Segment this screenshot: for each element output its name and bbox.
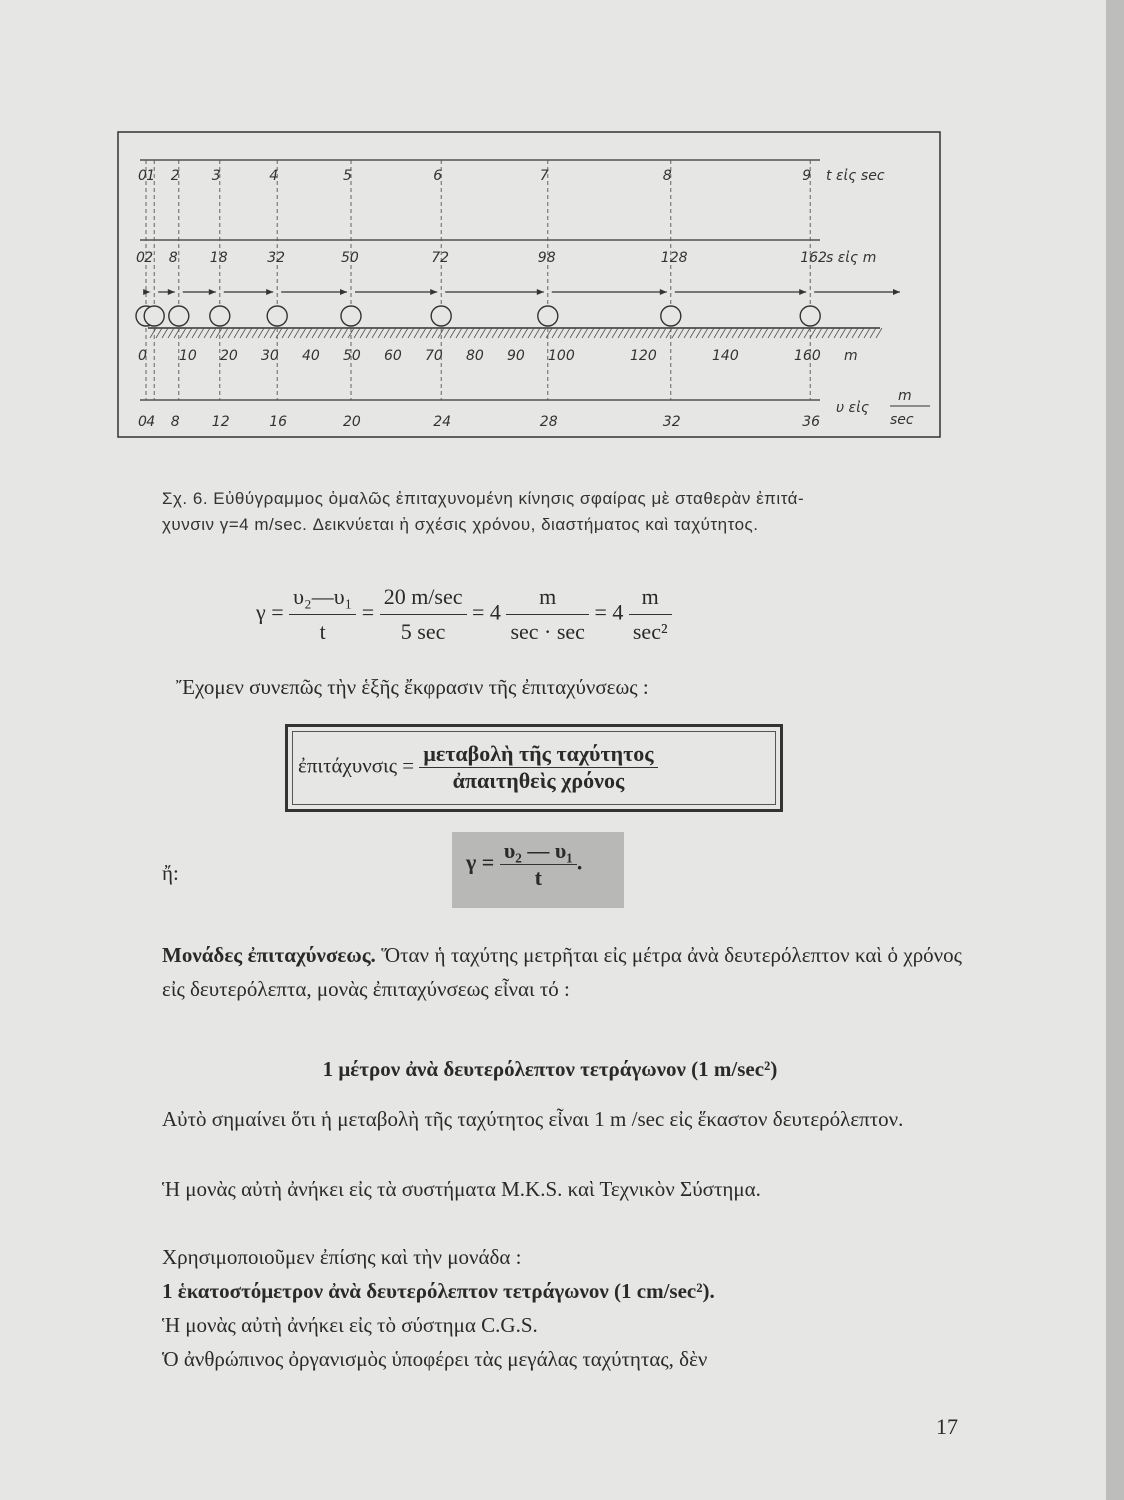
scale-tick-label: 70	[425, 348, 443, 364]
velocity-arrow-head	[340, 289, 347, 295]
scale-unit: m	[844, 348, 858, 364]
ground-hatch	[738, 328, 744, 338]
ground-hatch	[624, 328, 630, 338]
ground-hatch	[258, 328, 264, 338]
time-tick-label: 0	[138, 168, 147, 184]
paragraph-3: Ἡ μονὰς αὐτὴ ἀνήκει εἰς τὰ συστήματα M.K.S. καὶ Τεχνικὸν Σύστημα.	[162, 1177, 761, 1201]
ground-hatch	[720, 328, 726, 338]
figure-caption	[162, 486, 962, 538]
eq-equals-4b: = 4	[594, 599, 624, 625]
scale-tick-label: 100	[548, 348, 575, 364]
eq-frac-3-num: m	[506, 580, 589, 615]
ground-hatch	[534, 328, 540, 338]
speed-unit-prefix: υ εἰς	[836, 400, 870, 416]
paragraph-6: Ὁ ἀνθρώπινος ὀργανισμὸς ὑποφέρει τὰς μεγάλας ταχύτητας, δὲν	[162, 1347, 708, 1371]
eq-equals: =	[361, 599, 375, 625]
ground-hatch	[642, 328, 648, 338]
scale-tick-label: 90	[507, 348, 525, 364]
ground-hatch	[774, 328, 780, 338]
ground-hatch	[402, 328, 408, 338]
speed-tick-label: 28	[539, 414, 558, 430]
ground-hatch	[876, 328, 882, 338]
ground-hatch	[234, 328, 240, 338]
ground-hatch	[264, 328, 270, 338]
ground-hatch	[288, 328, 294, 338]
ground-hatch	[420, 328, 426, 338]
definition-lhs: ἐπιτάχυνσις =	[298, 753, 415, 778]
page-number: 17	[936, 1414, 958, 1439]
ground-hatch	[546, 328, 552, 338]
distance-tick-label: 72	[431, 250, 450, 266]
ball	[144, 306, 164, 326]
time-tick-label: 7	[539, 168, 549, 184]
ground-hatch	[210, 328, 216, 338]
ground-hatch	[216, 328, 222, 338]
ground-hatch	[696, 328, 702, 338]
ground-hatch	[474, 328, 480, 338]
ground-hatch	[648, 328, 654, 338]
ground-hatch	[618, 328, 624, 338]
formula-lhs: γ =	[466, 849, 495, 875]
or-label: ἤ:	[162, 861, 179, 885]
scale-tick-label: 0	[138, 348, 147, 364]
ground-hatch	[780, 328, 786, 338]
time-tick-label: 1	[146, 168, 156, 184]
ground-hatch	[432, 328, 438, 338]
distance-tick-label: 8	[168, 250, 178, 266]
ground-hatch	[228, 328, 234, 338]
formula-box	[452, 832, 624, 908]
caption-line-1: Σχ. 6. Εὐθύγραμμος ὁμαλῶς ἐπιταχυνομένη κίνησις σφαίρας μὲ σταθερὰν ἐπιτά-	[162, 489, 805, 508]
ground-hatch	[858, 328, 864, 338]
ground-hatch	[564, 328, 570, 338]
ground-hatch	[462, 328, 468, 338]
formula-dot: .	[576, 849, 583, 875]
paragraph-2: Αὐτὸ σημαίνει ὅτι ἡ μεταβολὴ τῆς ταχύτητος εἶναι 1 m /sec εἰς ἕκαστον δευτερόλεπτον.	[162, 1107, 904, 1131]
ground-hatch	[552, 328, 558, 338]
speed-tick-label: 20	[343, 414, 361, 430]
eq-frac-1-den: t	[319, 619, 326, 644]
ground-hatch	[360, 328, 366, 338]
ground-hatch	[690, 328, 696, 338]
speed-tick-label: 36	[802, 414, 821, 430]
distance-tick-label: 50	[341, 250, 359, 266]
time-unit: t εἰς sec	[826, 168, 885, 184]
ground-hatch	[684, 328, 690, 338]
ball	[431, 306, 451, 326]
ground-hatch	[180, 328, 186, 338]
velocity-arrow-head	[660, 289, 667, 295]
unit-m-sec2: 1 μέτρον ἀνὰ δευτερόλεπτον τετράγωνον (1 m/sec²)	[322, 1057, 778, 1081]
ground-hatch	[810, 328, 816, 338]
distance-tick-label: 32	[267, 250, 286, 266]
ground-hatch	[192, 328, 198, 338]
scale-tick-label: 10	[179, 348, 197, 364]
ground-hatch	[822, 328, 828, 338]
ground-hatch	[516, 328, 522, 338]
definition-frac	[419, 741, 657, 794]
ground-hatch	[582, 328, 588, 338]
ground-hatch	[762, 328, 768, 338]
ball	[800, 306, 820, 326]
velocity-arrow-head	[893, 289, 900, 295]
ground-hatch	[282, 328, 288, 338]
ground-hatch	[384, 328, 390, 338]
ground-hatch	[396, 328, 402, 338]
ground-hatch	[312, 328, 318, 338]
ball	[169, 306, 189, 326]
scale-tick-label: 160	[794, 348, 821, 364]
ground-hatch	[504, 328, 510, 338]
ground-hatch	[294, 328, 300, 338]
ground-hatch	[522, 328, 528, 338]
ground-hatch	[318, 328, 324, 338]
eq-frac-2-den: 5 sec	[400, 619, 446, 644]
speed-unit-num: m	[898, 388, 912, 404]
ground-hatch	[654, 328, 660, 338]
speed-tick-label: 32	[662, 414, 681, 430]
ground-hatch	[852, 328, 858, 338]
ground-hatch	[354, 328, 360, 338]
speed-tick-label: 16	[269, 414, 288, 430]
ground-hatch	[150, 328, 156, 338]
eq-gamma: γ =	[256, 599, 284, 625]
acceleration-equation	[256, 580, 976, 649]
units-p1: Ὅταν ἡ ταχύτης μετρῆται εἰς μέτρα ἀνὰ δευτερόλεπτον καὶ ὁ χρόνος εἰς δευτερόλεπτα, μονὰς ἐπιταχύνσεως εἶναι τό :	[162, 943, 962, 1001]
eq-frac-4-den: sec²	[632, 619, 668, 644]
ground-hatch	[306, 328, 312, 338]
ground-hatch	[336, 328, 342, 338]
velocity-arrow-head	[209, 289, 216, 295]
units-paragraph	[162, 938, 962, 1006]
eq-frac-4-num: m	[629, 580, 672, 615]
speed-tick-label: 12	[211, 414, 230, 430]
definition	[298, 741, 658, 794]
ground-hatch	[492, 328, 498, 338]
eq-frac-2-num: 20 m/sec	[380, 580, 467, 615]
scale-tick-label: 40	[302, 348, 320, 364]
speed-unit-den: sec	[890, 412, 914, 428]
ball	[341, 306, 361, 326]
ground-hatch	[498, 328, 504, 338]
formula-num: υ₂ — υ₁	[500, 838, 577, 865]
ground-hatch	[588, 328, 594, 338]
eq-frac-3-den: sec · sec	[510, 619, 585, 644]
ground-hatch	[156, 328, 162, 338]
velocity-arrow-head	[266, 289, 273, 295]
scale-tick-label: 120	[630, 348, 657, 364]
distance-tick-label: 98	[537, 250, 556, 266]
definition-den: ἀπαιτηθεὶς χρόνος	[452, 768, 625, 793]
ground-hatch	[372, 328, 378, 338]
ground-hatch	[702, 328, 708, 338]
paragraph-4: Χρησιμοποιοῦμεν ἐπίσης καὶ τὴν μονάδα :	[162, 1245, 522, 1269]
ground-hatch	[600, 328, 606, 338]
scale-tick-label: 80	[466, 348, 484, 364]
scale-tick-label: 50	[343, 348, 361, 364]
ground-hatch	[804, 328, 810, 338]
ground-hatch	[378, 328, 384, 338]
ground-hatch	[246, 328, 252, 338]
ground-hatch	[792, 328, 798, 338]
ground-hatch	[660, 328, 666, 338]
velocity-arrow-head	[799, 289, 806, 295]
eq-equals-4a: = 4	[472, 599, 501, 625]
motion-diagram	[0, 0, 1124, 470]
scale-tick-label: 30	[261, 348, 279, 364]
time-tick-label: 8	[662, 168, 672, 184]
ground-hatch	[162, 328, 168, 338]
ground-hatch	[726, 328, 732, 338]
ground-hatch	[708, 328, 714, 338]
distance-tick-label: 162	[800, 250, 827, 266]
time-tick-label: 4	[269, 168, 279, 184]
formula-frac	[500, 838, 577, 891]
ground-hatch	[486, 328, 492, 338]
ground-hatch	[846, 328, 852, 338]
eq-frac-4	[629, 580, 672, 649]
ball	[210, 306, 230, 326]
velocity-arrow-head	[143, 289, 150, 295]
units-heading: Μονάδες ἐπιταχύνσεως.	[162, 943, 376, 967]
ground-hatch	[756, 328, 762, 338]
ground-hatch	[714, 328, 720, 338]
ground-hatch	[252, 328, 258, 338]
velocity-arrow-head	[537, 289, 544, 295]
distance-tick-label: 0	[136, 250, 145, 266]
unit-cm-sec2: 1 ἑκατοστόμετρον ἀνὰ δευτερόλεπτον τετράγωνον (1 cm/sec²).	[162, 1279, 715, 1303]
distance-tick-label: 18	[209, 250, 228, 266]
ground-hatch	[366, 328, 372, 338]
ground-hatch	[240, 328, 246, 338]
ground-hatch	[612, 328, 618, 338]
ground-hatch	[300, 328, 306, 338]
definition-box	[285, 724, 783, 812]
speed-tick-label: 4	[146, 414, 156, 430]
ground-hatch	[510, 328, 516, 338]
ground-hatch	[576, 328, 582, 338]
ground-hatch	[672, 328, 678, 338]
speed-tick-label: 24	[433, 414, 452, 430]
ground-hatch	[198, 328, 204, 338]
ground-hatch	[606, 328, 612, 338]
ground-hatch	[450, 328, 456, 338]
eq-frac-3	[506, 580, 589, 649]
ball	[538, 306, 558, 326]
ground-hatch	[426, 328, 432, 338]
ground-hatch	[636, 328, 642, 338]
ground-hatch	[798, 328, 804, 338]
ground-hatch	[222, 328, 228, 338]
eq-frac-2	[380, 580, 467, 649]
formula	[466, 838, 582, 891]
time-tick-label: 6	[433, 168, 443, 184]
ground-hatch	[786, 328, 792, 338]
eq-frac-1	[289, 580, 356, 649]
time-tick-label: 5	[343, 168, 352, 184]
ground-hatch	[630, 328, 636, 338]
definition-num: μεταβολὴ τῆς ταχύτητος	[419, 741, 657, 768]
paragraph-5: Ἡ μονὰς αὐτὴ ἀνήκει εἰς τὸ σύστημα C.G.S.	[162, 1313, 538, 1337]
ground-hatch	[204, 328, 210, 338]
ground-hatch	[594, 328, 600, 338]
ground-hatch	[828, 328, 834, 338]
ground-hatch	[768, 328, 774, 338]
ball	[661, 306, 681, 326]
ground-hatch	[342, 328, 348, 338]
ground-hatch	[480, 328, 486, 338]
scale-tick-label: 140	[712, 348, 739, 364]
scale-tick-label: 60	[384, 348, 402, 364]
eq-frac-1-num: υ₂—υ₁	[289, 580, 356, 615]
time-tick-label: 3	[211, 168, 221, 184]
ground-hatch	[528, 328, 534, 338]
ball	[267, 306, 287, 326]
ground-hatch	[270, 328, 276, 338]
velocity-arrow-head	[430, 289, 437, 295]
ground-hatch	[834, 328, 840, 338]
distance-unit: s εἰς m	[826, 250, 877, 266]
distance-tick-label: 128	[660, 250, 688, 266]
ground-hatch	[840, 328, 846, 338]
distance-tick-label: 2	[144, 250, 154, 266]
speed-tick-label: 0	[138, 414, 147, 430]
ground-hatch	[540, 328, 546, 338]
ground-hatch	[408, 328, 414, 338]
time-tick-label: 9	[802, 168, 812, 184]
ground-hatch	[390, 328, 396, 338]
ground-hatch	[816, 328, 822, 338]
ground-hatch	[864, 328, 870, 338]
ground-hatch	[444, 328, 450, 338]
intro-line: Ἔχομεν συνεπῶς τὴν ἑξῆς ἔκφρασιν τῆς ἐπιταχύνσεως :	[176, 675, 649, 699]
formula-den: t	[534, 865, 542, 890]
ground-hatch	[558, 328, 564, 338]
ground-hatch	[732, 328, 738, 338]
ground-hatch	[750, 328, 756, 338]
caption-line-2: χυνσιν γ=4 m/sec. Δεικνύεται ἡ σχέσις χρόνου, διαστήματος καὶ ταχύτητος.	[162, 515, 759, 534]
ground-hatch	[330, 328, 336, 338]
velocity-arrow-head	[168, 289, 175, 295]
ground-hatch	[414, 328, 420, 338]
ground-hatch	[870, 328, 876, 338]
ground-hatch	[744, 328, 750, 338]
ground-hatch	[186, 328, 192, 338]
speed-tick-label: 8	[170, 414, 180, 430]
ground-hatch	[456, 328, 462, 338]
figure-frame	[118, 132, 940, 437]
ground-hatch	[570, 328, 576, 338]
ground-hatch	[168, 328, 174, 338]
ground-hatch	[468, 328, 474, 338]
ground-hatch	[678, 328, 684, 338]
ground-hatch	[324, 328, 330, 338]
time-tick-label: 2	[170, 168, 180, 184]
scale-tick-label: 20	[220, 348, 238, 364]
